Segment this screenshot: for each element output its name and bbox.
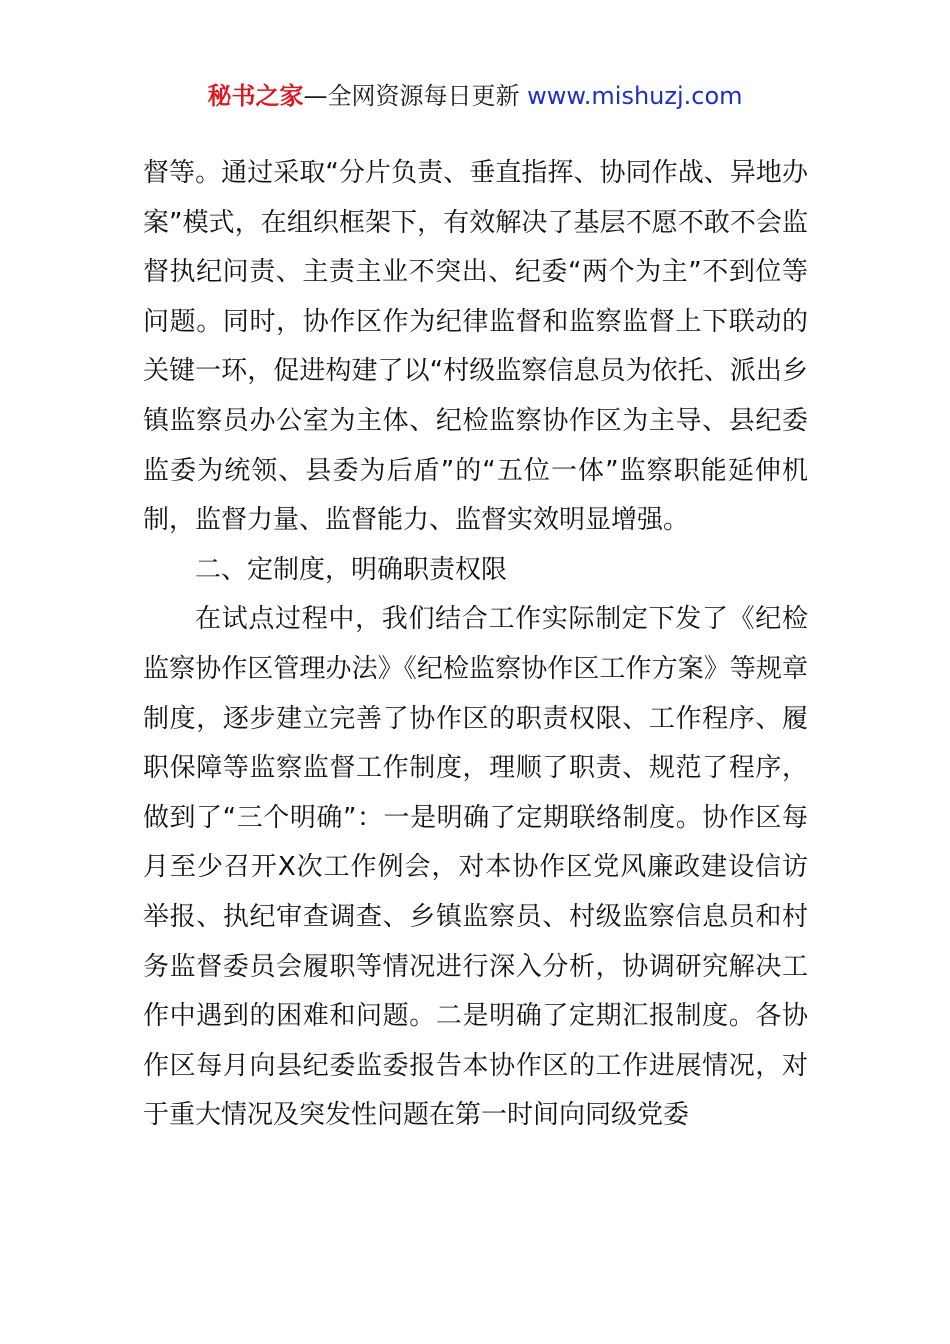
site-brand: 秘书之家 [207, 82, 304, 110]
body-paragraph: 在试点过程中，我们结合工作实际制定下发了《纪检监察协作区管理办法》《纪检监察协作区工作方案》等规章制度，逐步建立完善了协作区的职责权限、工作程序、履职保障等监察监督工作制度，理顺了职责、规范了程序，做到了“三个明确”：一是明确了定期联络制度。协作区每月至少召开X次工作例会，对本协作区党风廉政建设信访举报、执纪审查调查、乡镇监察员、村级监察信息员和村务监督委员会履职等情况进行深入分析，协调研究解决工作中遇到的困难和问题。二是明确了定期汇报制度。各协作区每月向县纪委监委报告本协作区的工作进展情况，对于重大情况及突发性问题在第一时间向同级党委 [143, 604, 808, 1131]
site-tagline: —全网资源每日更新 [303, 82, 528, 110]
site-url-link[interactable]: www.mishuzj.com [527, 82, 743, 110]
body-paragraph: 督等。通过采取“分片负责、垂直指挥、协同作战、异地办案”模式，在组织框架下，有效解决了基层不愿不敢不会监督执纪问责、主责主业不突出、纪委“两个为主”不到位等问题。同时，协作区作为纪律监督和监察监督上下联动的关键一环，促进构建了以“村级监察信息员为依托、派出乡镇监察员办公室为主体、纪检监察协作区为主导、县纪委监委为统领、县委为后盾”的“五位一体”监察职能延伸机制，监督力量、监督能力、监督实效明显增强。 [143, 158, 808, 536]
section-heading: 二、定制度，明确职责权限 [195, 554, 508, 585]
document-body [143, 149, 808, 1141]
site-header [0, 78, 950, 114]
